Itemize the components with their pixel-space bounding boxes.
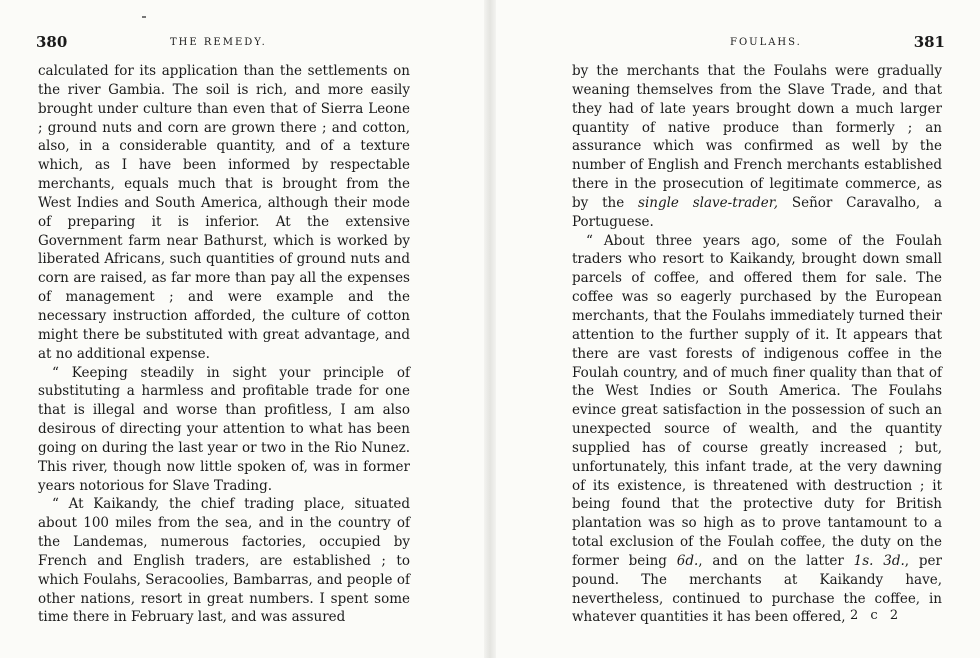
right-paragraph-2-text-b: , and on the latter xyxy=(698,552,854,569)
right-paragraph-2-price-2: 1s. 3d. xyxy=(853,552,905,569)
right-page-header xyxy=(570,32,945,52)
right-paragraph-2-text-c: , per pound. The merchants at Kaikandy have, nevertheless, continued to purchase the coffee, in whatever quantities it has been offered, xyxy=(572,552,942,626)
right-paragraph-2 xyxy=(572,232,942,628)
right-paragraph-1-text-b: Señor Caravalho, a Portuguese. xyxy=(572,194,943,230)
right-running-head: FOULAHS. xyxy=(730,37,802,48)
left-paragraph-2: “ Keeping steadily in sight your principle of substituting a harmless and profitable trade for one that is illegal and worse than profitless, I am also desirous of directing your attention to what has been going on during the last year or two in the Rio Nunez. This river, though now little spoken of, was in former years notorious for Slave Trading. xyxy=(38,364,410,494)
right-paragraph-1-text-a: by the merchants that the Foulahs were gradually weaning themselves from the Slave Trade, and that they had of late years brought down a much larger quantity of native produce than formerly ; an assurance which was confirmed as well by the number of English and French merchants established there in the prosecution of legitimate commerce, as by the xyxy=(572,63,942,211)
left-running-head: THE REMEDY. xyxy=(170,37,267,48)
right-paragraph-1 xyxy=(572,62,942,232)
right-paragraph-1-italic: single slave-trader, xyxy=(638,194,779,211)
book-gutter xyxy=(484,0,496,658)
right-paragraph-2-text-a: “ About three years ago, some of the Foulah traders who resort to Kaikandy, brought down small parcels of coffee, and offered them for sale. The coffee was so eagerly purchased by the European merchants, that the Foulahs immediately turned their attention to the further supply of it. It appears that there are vast forests of indigenous coffee in the Foulah country, and of much finer quality than that of the West Indies or South America. The Foulahs evince great satisfaction in the possession of such an unexpected source of wealth, and the quantity supplied has of course greatly increased ; but, unfortunately, this infant trade, at the very dawning of its existence, is threatened with destruction ; it being found that the protective duty for British plantation was so high as to prove tantamount to a total exclusion of the Foulah coffee, the duty on the former being xyxy=(572,232,942,569)
left-paragraph-3: “ At Kaikandy, the chief trading place, situated about 100 miles from the sea, and in the country of the Landemas, numerous factories, occupied by French and English traders, are established ; to which Foulahs, Seracoolies, Bambarras, and people of other nations, resort in great numbers. I spent some time there in February last, and was assured xyxy=(38,496,410,626)
left-page-header xyxy=(36,32,412,52)
left-page-number: 380 xyxy=(36,33,68,51)
left-page-body xyxy=(38,62,410,627)
ink-mark xyxy=(142,16,146,18)
signature-mark: 2 c 2 xyxy=(850,608,903,623)
right-paragraph-2-price-1: 6d. xyxy=(676,552,699,569)
right-page-body xyxy=(572,62,942,627)
left-paragraph-1: calculated for its application than the settlements on the river Gambia. The soil is rich, and more easily brought under culture than even that of Sierra Leone ; ground nuts and corn are grown there ; and cotton, also, in a considerable quantity, and of a texture which, as I have been informed by respectable merchants, equals much that is brought from the West Indies and South America, although their mode of preparing it is inferior. At the extensive Government farm near Bathurst, which is worked by liberated Africans, such quantities of ground nuts and corn are raised, as far more than pay all the expenses of management ; and were example and the necessary instruction afforded, the culture of cotton might there be substituted with great advantage, and at no additional expense. xyxy=(38,63,410,362)
right-page-number: 381 xyxy=(913,33,945,51)
